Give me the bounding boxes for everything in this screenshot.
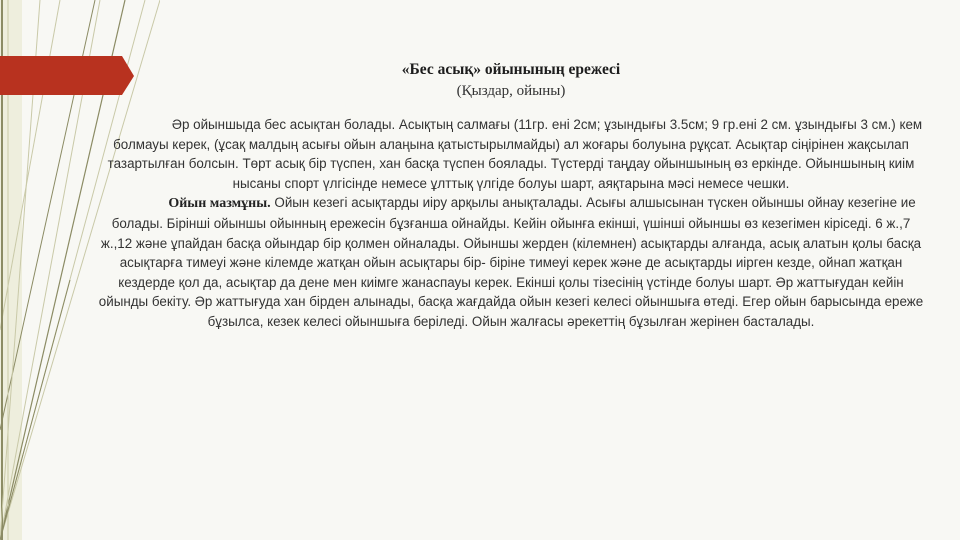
rules-paragraph-text: Әр ойыншыда бес асықтан болады. Асықтың салмағы (11гр. ені 2см; ұзындығы 3.5см; 9 гр.ені 2 см. ұзындығы 3 см.) кем болмауы керек, (ұсақ малдың асығы ойын алаңына қатыстырылмайды) ал жоғары болуына рұқсат. Асықтар сіңірінен жақсылап тазартылған болсын. Төрт асық бір түспен, хан басқа түспен боялады. Түстерді таңдау ойыншының өз еркінде. Ойыншының киім нысаны спорт үлгісінде немесе ұлттық үлгіде болуы шарт, аяқтарына мәсі немесе чешки. [107,117,923,191]
game-content-paragraph [96,193,926,331]
slide-subtitle: (Қыздар, ойыны) [456,83,566,99]
decor-line [0,280,70,540]
game-content-text: Ойын кезегі асықтарды иіру арқылы анықталады. Асығы алшысынан түскен ойыншы ойнау кезегіне ие болады. Бірінші ойыншы ойынның ережесін бұзғанша ойнайды. Кейін ойынға екінші, үшінші ойыншы өз кезегімен кіріседі. 6 ж.,7 ж.,12 және ұпайдан басқа ойындар бір қолмен ойналады. Ойыншы жерден (кілемнен) асықтарды алғанда, асық алатын қолы басқа асықтарға тимеуі және кілемде жатқан ойын асықтары бір- біріне тимеуі керек және де асықтарды иірген кезде, ойнап жатқан кездерде қол да, асықтар да дене мен киімге жанаспауы керек. Екінші қолы тізесінің үстінде болуы шарт. Әр жаттығудан кейін ойынды бекіту. Әр жаттығуда хан бірден алынады, басқа жағдайда ойын кезегі келесі ойыншыға өтеді. Егер ойын барысында ереже бұзылса, кезек келесі ойыншыға беріледі. Ойын жалғасы әрекеттің бұзылған жерінен басталады. [98,195,924,329]
slide-content [96,60,926,440]
slide-title: «Бес асық» ойынының ережесі [401,61,621,78]
rules-paragraph [96,115,926,193]
body-text [96,115,926,332]
game-content-label: Ойын мазмұны. [168,196,271,212]
decor-line [0,0,60,330]
